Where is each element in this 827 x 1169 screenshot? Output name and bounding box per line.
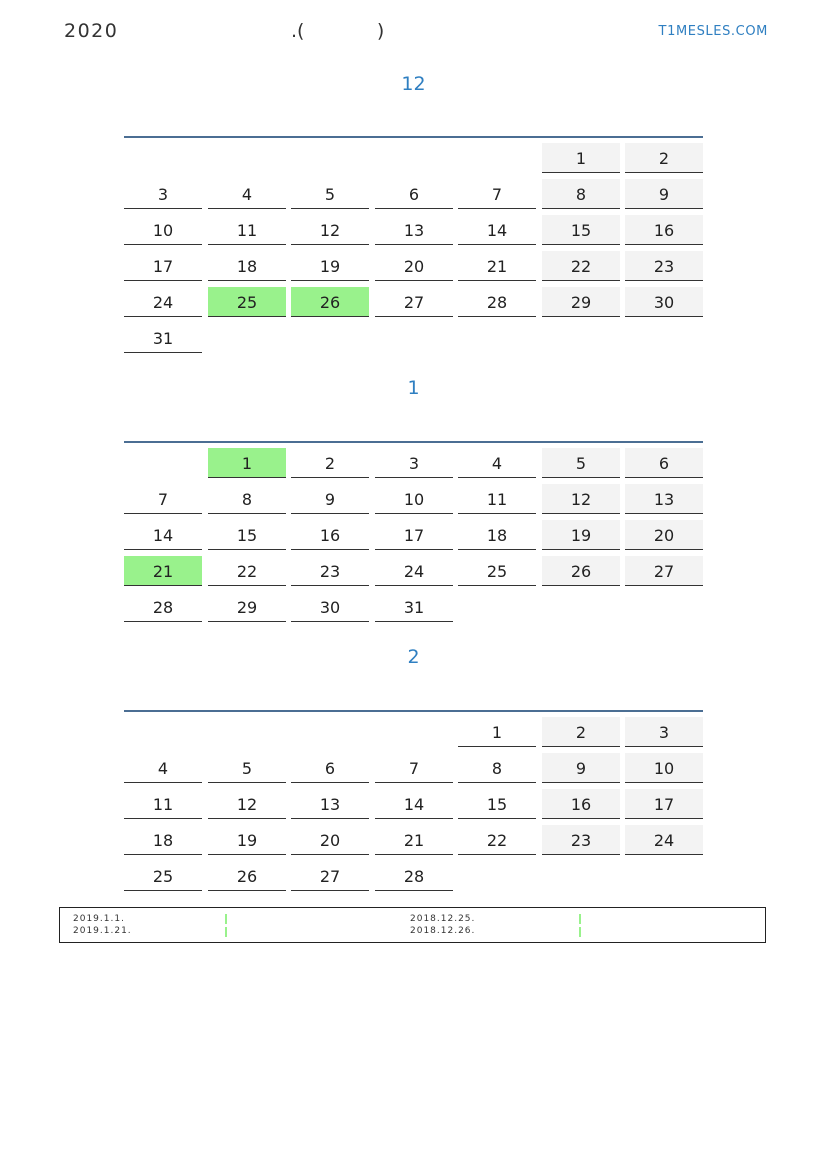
- day-cell: 2: [542, 717, 620, 747]
- legend-item: 2018.12.25.: [410, 914, 476, 924]
- day-cell: 26: [291, 287, 369, 317]
- holiday-legend: [59, 907, 766, 943]
- day-cell: 31: [375, 592, 453, 622]
- day-cell: 28: [375, 861, 453, 891]
- month-title: 1: [407, 377, 420, 399]
- day-cell: 23: [291, 556, 369, 586]
- day-cell: 21: [458, 251, 536, 281]
- day-cell: 20: [625, 520, 703, 550]
- day-cell: 1: [542, 143, 620, 173]
- month-rule: [124, 136, 703, 138]
- day-cell: 25: [124, 861, 202, 891]
- day-cell: 23: [542, 825, 620, 855]
- day-cell: 13: [375, 215, 453, 245]
- legend-swatch: [579, 914, 581, 924]
- day-cell: 23: [625, 251, 703, 281]
- day-cell: 8: [542, 179, 620, 209]
- legend-swatch: [579, 927, 581, 937]
- legend-swatch: [225, 927, 227, 937]
- month-rule: [124, 441, 703, 443]
- day-cell: 5: [291, 179, 369, 209]
- day-cell: 8: [458, 753, 536, 783]
- day-cell: 14: [375, 789, 453, 819]
- day-cell: 13: [291, 789, 369, 819]
- site-link[interactable]: T1MESLES.COM: [658, 24, 768, 39]
- day-cell: 16: [291, 520, 369, 550]
- day-cell: 19: [542, 520, 620, 550]
- legend-item: 2019.1.21.: [73, 926, 132, 936]
- day-cell: 16: [542, 789, 620, 819]
- legend-swatch: [225, 914, 227, 924]
- day-cell: 19: [291, 251, 369, 281]
- day-cell: 13: [625, 484, 703, 514]
- page-year: 2020: [64, 20, 119, 42]
- day-cell: 8: [208, 484, 286, 514]
- day-cell: 17: [625, 789, 703, 819]
- day-cell: 1: [208, 448, 286, 478]
- day-cell: 9: [542, 753, 620, 783]
- day-cell: 25: [208, 287, 286, 317]
- day-cell: 16: [625, 215, 703, 245]
- day-cell: 10: [124, 215, 202, 245]
- month-title: 12: [401, 73, 426, 95]
- day-cell: 15: [542, 215, 620, 245]
- day-cell: 14: [124, 520, 202, 550]
- legend-item: 2019.1.1.: [73, 914, 125, 924]
- day-cell: 28: [124, 592, 202, 622]
- day-cell: 11: [124, 789, 202, 819]
- day-cell: 26: [542, 556, 620, 586]
- month-title: 2: [407, 646, 420, 668]
- month-february: [124, 645, 703, 886]
- day-cell: 27: [625, 556, 703, 586]
- day-cell: 29: [542, 287, 620, 317]
- day-cell: 3: [124, 179, 202, 209]
- day-cell: 14: [458, 215, 536, 245]
- day-cell: 18: [124, 825, 202, 855]
- day-cell: 20: [291, 825, 369, 855]
- day-cell: 20: [375, 251, 453, 281]
- day-cell: 22: [542, 251, 620, 281]
- day-cell: 18: [458, 520, 536, 550]
- day-cell: 18: [208, 251, 286, 281]
- day-cell: 28: [458, 287, 536, 317]
- month-december: [124, 72, 703, 348]
- day-cell: 7: [458, 179, 536, 209]
- day-cell: 30: [625, 287, 703, 317]
- day-cell: 24: [625, 825, 703, 855]
- day-cell: 6: [291, 753, 369, 783]
- day-cell: 29: [208, 592, 286, 622]
- day-cell: 6: [625, 448, 703, 478]
- day-cell: 5: [208, 753, 286, 783]
- day-cell: 3: [625, 717, 703, 747]
- day-cell: 9: [291, 484, 369, 514]
- day-cell: 15: [208, 520, 286, 550]
- day-cell: 5: [542, 448, 620, 478]
- day-cell: 17: [375, 520, 453, 550]
- day-cell: 12: [542, 484, 620, 514]
- day-cell: 1: [458, 717, 536, 747]
- page-title: .( ): [291, 20, 385, 42]
- day-cell: 4: [208, 179, 286, 209]
- day-cell: 12: [208, 789, 286, 819]
- legend-item: 2018.12.26.: [410, 926, 476, 936]
- day-cell: 6: [375, 179, 453, 209]
- day-cell: 24: [124, 287, 202, 317]
- day-cell: 7: [375, 753, 453, 783]
- day-cell: 10: [625, 753, 703, 783]
- day-cell: 21: [124, 556, 202, 586]
- day-cell: 11: [208, 215, 286, 245]
- day-cell: 30: [291, 592, 369, 622]
- day-cell: 27: [375, 287, 453, 317]
- day-cell: 26: [208, 861, 286, 891]
- day-cell: 15: [458, 789, 536, 819]
- month-january: [124, 376, 703, 617]
- day-cell: 27: [291, 861, 369, 891]
- day-cell: 10: [375, 484, 453, 514]
- day-cell: 19: [208, 825, 286, 855]
- month-rule: [124, 710, 703, 712]
- day-cell: 22: [458, 825, 536, 855]
- day-cell: 21: [375, 825, 453, 855]
- day-cell: 3: [375, 448, 453, 478]
- day-cell: 17: [124, 251, 202, 281]
- day-cell: 12: [291, 215, 369, 245]
- day-cell: 22: [208, 556, 286, 586]
- day-cell: 31: [124, 323, 202, 353]
- day-cell: 4: [458, 448, 536, 478]
- day-cell: 9: [625, 179, 703, 209]
- day-cell: 25: [458, 556, 536, 586]
- day-cell: 11: [458, 484, 536, 514]
- day-cell: 24: [375, 556, 453, 586]
- day-cell: 2: [625, 143, 703, 173]
- day-cell: 2: [291, 448, 369, 478]
- day-cell: 7: [124, 484, 202, 514]
- day-cell: 4: [124, 753, 202, 783]
